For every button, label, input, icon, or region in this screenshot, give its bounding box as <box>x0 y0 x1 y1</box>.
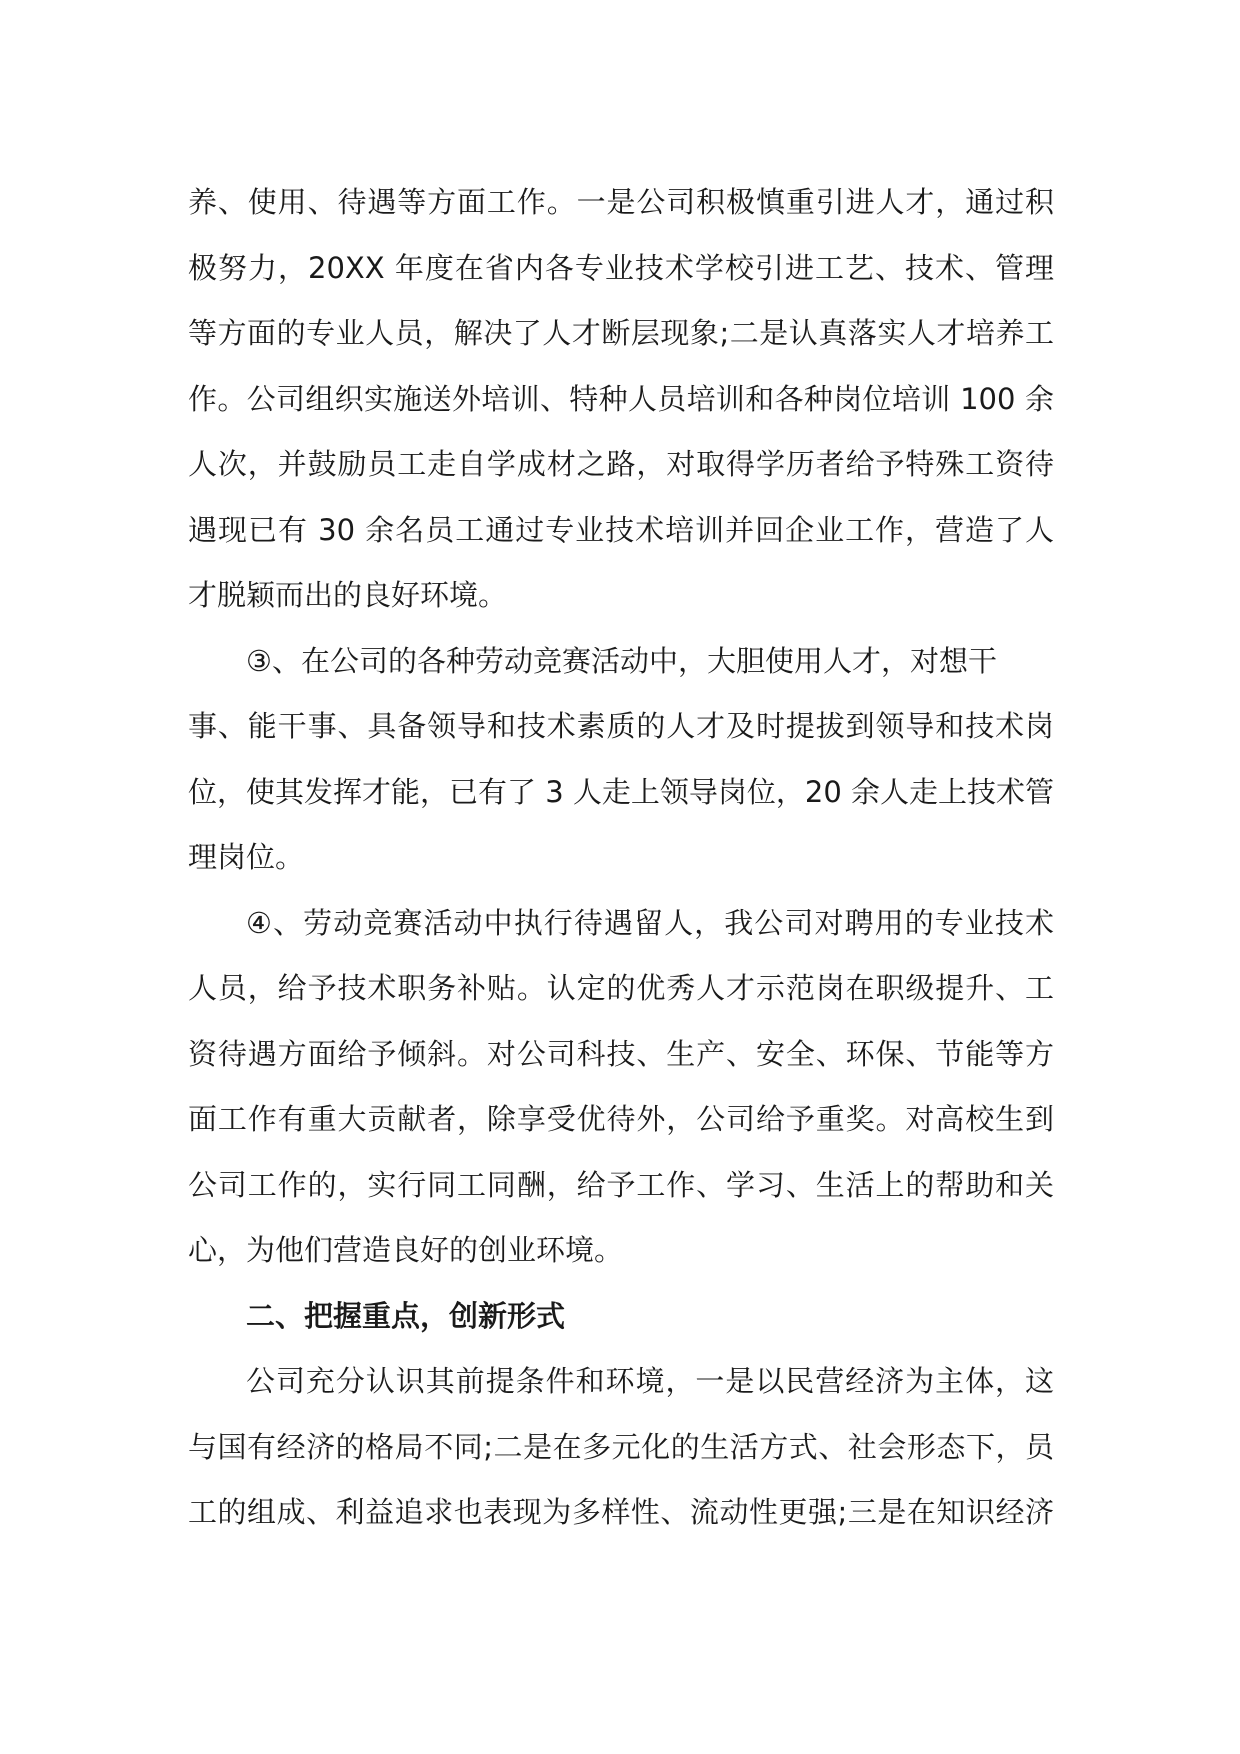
paragraph-talent-training <box>188 170 1054 629</box>
text-line: ④、劳动竞赛活动中执行待遇留人，我公司对聘用的专业技术 <box>246 905 1054 940</box>
text-line: 资待遇方面给予倾斜。对公司科技、生产、安全、环保、节能等方 <box>188 1036 1054 1071</box>
text-line: 公司工作的，实行同工同酬，给予工作、学习、生活上的帮助和关 <box>188 1167 1054 1202</box>
text-line: 等方面的专业人员，解决了人才断层现象;二是认真落实人才培养工 <box>188 316 1054 350</box>
text-line: ③、在公司的各种劳动竞赛活动中，大胆使用人才，对想干 <box>246 643 997 678</box>
text-line: 才脱颖而出的良好环境。 <box>188 578 508 612</box>
text-line: 遇现已有 30 余名员工通过专业技术培训并回企业工作，营造了人 <box>188 512 1054 547</box>
text-line: 作。公司组织实施送外培训、特种人员培训和各种岗位培训 100 余 <box>188 381 1054 416</box>
paragraph-talent-usage <box>188 629 1054 891</box>
section-heading: 二、把握重点，创新形式 <box>246 1298 566 1333</box>
text-line: 工的组成、利益追求也表现为多样性、流动性更强;三是在知识经济 <box>188 1495 1054 1529</box>
text-line: 心，为他们营造良好的创业环境。 <box>188 1233 624 1267</box>
text-line: 与国有经济的格局不同;二是在多元化的生活方式、社会形态下，员 <box>188 1429 1054 1464</box>
text-line: 事、能干事、具备领导和技术素质的人才及时提拔到领导和技术岗 <box>188 709 1054 743</box>
paragraph-company-environment <box>188 1349 1054 1546</box>
text-line: 人次，并鼓励员工走自学成材之路，对取得学历者给予特殊工资待 <box>188 447 1054 481</box>
text-line: 养、使用、待遇等方面工作。一是公司积极慎重引进人才，通过积 <box>188 185 1054 219</box>
text-line: 面工作有重大贡献者，除享受优待外，公司给予重奖。对高校生到 <box>188 1102 1054 1136</box>
text-line: 位，使其发挥才能，已有了 3 人走上领导岗位，20 余人走上技术管 <box>188 774 1055 809</box>
text-line: 人员，给予技术职务补贴。认定的优秀人才示范岗在职级提升、工 <box>188 971 1054 1005</box>
paragraph-talent-retention <box>188 891 1054 1284</box>
text-line: 理岗位。 <box>188 840 305 874</box>
text-line: 公司充分认识其前提条件和环境，一是以民营经济为主体，这 <box>246 1364 1054 1398</box>
document-body <box>188 170 1054 1546</box>
text-line: 极努力，20XX 年度在省内各专业技术学校引进工艺、技术、管理 <box>188 250 1054 285</box>
